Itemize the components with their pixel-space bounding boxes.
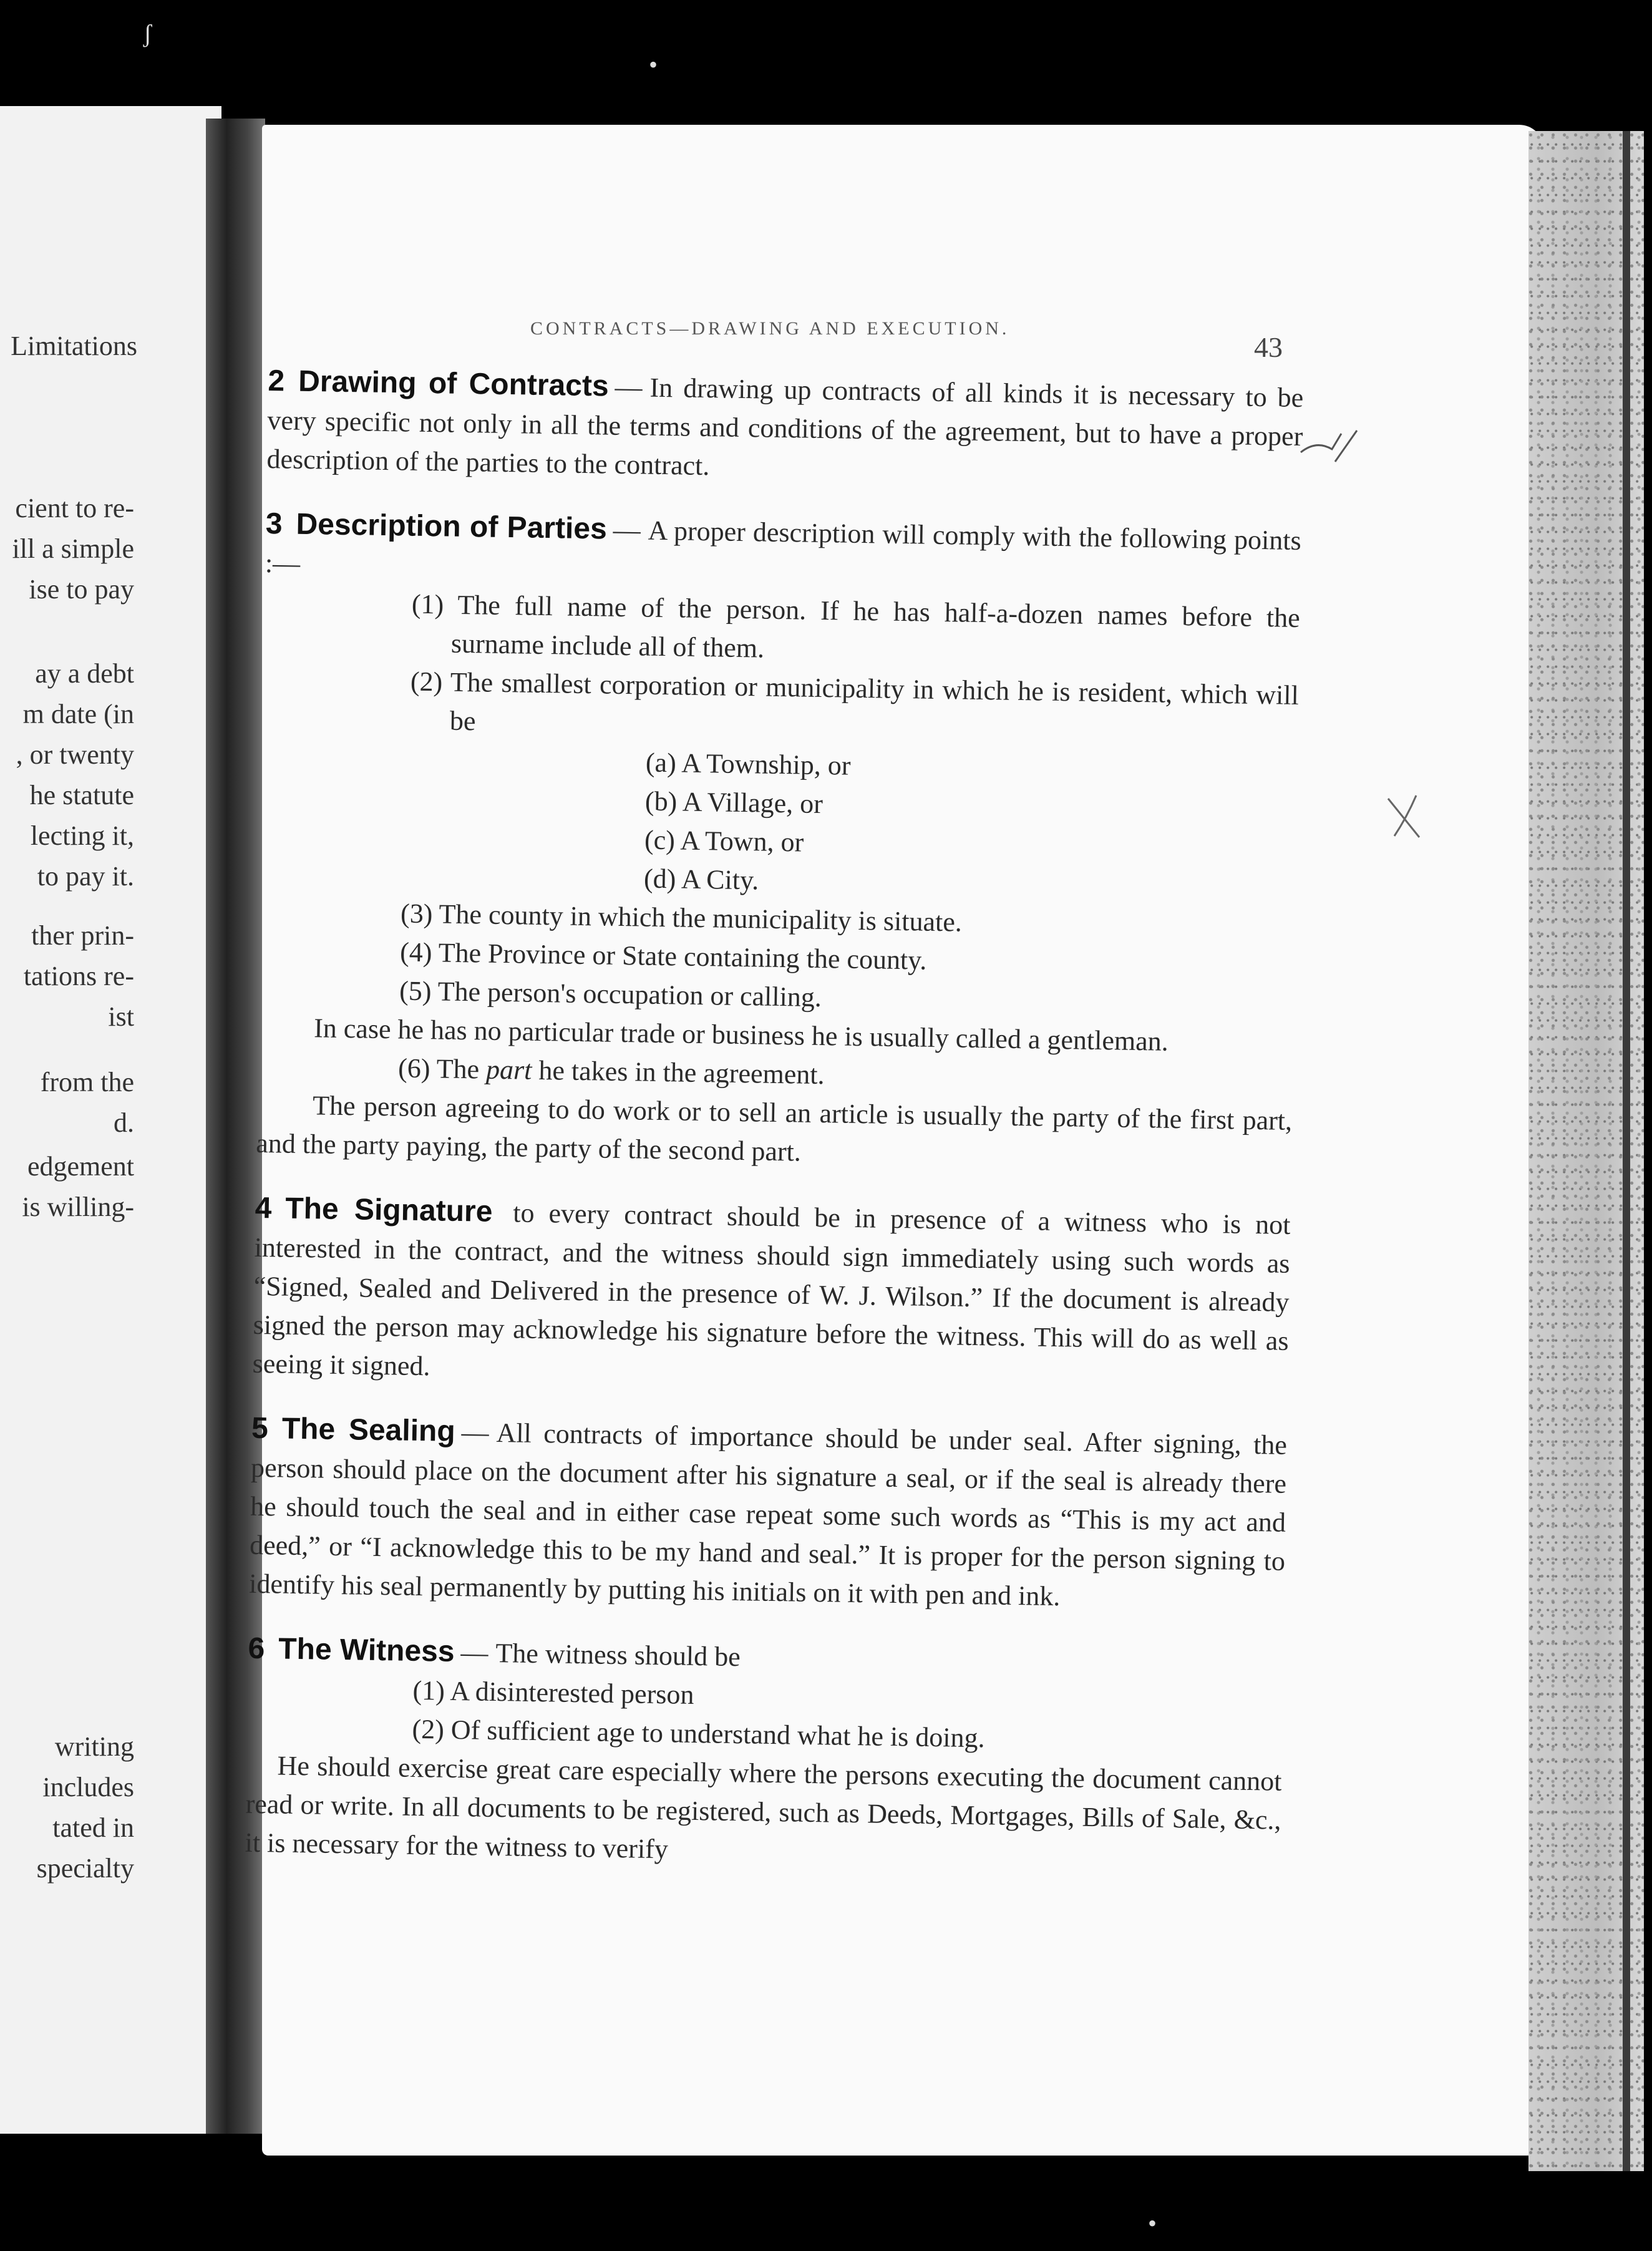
list-item: (2) Of sufficient age to understand what he is doing.	[412, 1713, 985, 1754]
section-heading	[268, 364, 609, 403]
closing-paragraph: He should exercise great care especially where the persons executing the document cannot read or write. In all documents to be registered, such as Deeds, Mortgages, Bills of Sale, &c., it is necessary for the witness to verify	[245, 1750, 1282, 1865]
list-subitem: (b) A Village, or	[644, 785, 824, 820]
section-title: The Signature	[284, 1192, 493, 1228]
left-page-text-fragment: specialty	[36, 1853, 134, 1884]
section-text: The witness should be	[495, 1637, 741, 1673]
dust-speck: •	[1148, 2209, 1157, 2237]
em-dash: —	[613, 514, 641, 546]
left-page-text-fragment: tations re-	[23, 961, 134, 991]
closing-paragraph: The person agreeing to do work or to sell an article is usually the party of the first part, and the party paying, the party of the second part.	[255, 1090, 1293, 1167]
page-edges	[1528, 131, 1644, 2171]
list-item: (5) The person's occupation or calling.	[399, 975, 822, 1013]
left-page-text-fragment: includes	[42, 1772, 134, 1802]
list-item: (1) A disinterested person	[412, 1675, 694, 1710]
item-emphasis: part	[485, 1054, 532, 1086]
section-number: 5	[251, 1411, 269, 1446]
list-item: (1) The full name of the person. If he has half-a-dozen names before the surname include all of them.	[411, 588, 1301, 664]
list-item: (3) The county in which the municipality is situate.	[400, 898, 963, 938]
left-page-text-fragment: , or twenty	[16, 739, 134, 770]
section-drawing-of-contracts	[266, 362, 1304, 495]
left-page-text-fragment: ise to pay	[29, 574, 134, 605]
section-title: The Sealing	[281, 1412, 456, 1448]
list-item: (2) The smallest corporation or municipality in which he is resident, which will be	[410, 666, 1300, 737]
em-dash: —	[461, 1417, 490, 1448]
left-page-text-fragment: to pay it.	[37, 861, 134, 892]
page-number: 43	[1254, 331, 1283, 363]
left-page-text-fragment: m date (in	[22, 699, 134, 729]
section-number: 4	[255, 1191, 272, 1225]
list-subitem: (d) A City.	[643, 863, 759, 896]
section-title: Drawing of Contracts	[298, 364, 610, 403]
left-page-text-fragment: lecting it,	[30, 820, 134, 851]
left-page-text-fragment: writing	[54, 1731, 134, 1762]
section-title: Description of Parties	[296, 507, 608, 546]
item-text: (6) The	[397, 1053, 480, 1085]
left-page-text-fragment: is willing-	[22, 1192, 134, 1222]
left-page-text-fragment: ay a debt	[35, 658, 134, 689]
left-page-text-fragment: ill a simple	[12, 533, 134, 564]
left-page-text-fragment: d.	[114, 1107, 134, 1138]
pencil-x-mark	[1382, 792, 1426, 842]
section-number: 2	[268, 364, 285, 398]
dust-speck: ʃ	[143, 19, 152, 47]
section-the-signature	[252, 1189, 1291, 1399]
list-item: (4) The Province or State containing the county.	[399, 936, 927, 976]
note-paragraph: In case he has no particular trade or business he is usually called a gentleman.	[313, 1013, 1169, 1057]
section-title: The Witness	[278, 1632, 455, 1668]
section-heading	[266, 507, 608, 546]
section-text: A proper description will comply with the following points :—	[265, 515, 1302, 579]
pencil-check-mark	[1298, 427, 1366, 471]
running-head: CONTRACTS—DRAWING AND EXECUTION.	[530, 318, 1010, 339]
left-page-text-fragment: ther prin-	[31, 920, 134, 951]
section-number: 3	[265, 507, 283, 541]
left-page-text-fragment: from the	[40, 1067, 134, 1097]
em-dash: —	[460, 1637, 488, 1668]
section-text: to every contract should be in presence of a witness who is not interested in the contract, and the witness should sign immediately using such words as “Signed, Sealed and Delivered in the presence of W. J. Wilson.” If the document is already signed the person may acknowledge his signature before the witness. This will do as well as seeing it signed.	[252, 1197, 1291, 1382]
section-description-of-parties	[256, 505, 1301, 1179]
list-subitem: (c) A Town, or	[644, 824, 804, 858]
section-text: In drawing up contracts of all kinds it is necessary to be very specific not only in all the terms and conditions of the agreement, but to have a proper description of the parties to the contract.	[266, 372, 1304, 482]
list-subitem: (a) A Township, or	[645, 747, 851, 781]
section-the-sealing	[249, 1409, 1288, 1620]
section-heading	[251, 1412, 455, 1448]
item-text: he takes in the agreement.	[538, 1054, 825, 1091]
dust-speck: •	[649, 51, 658, 79]
left-page-text-fragment: tated in	[52, 1812, 134, 1843]
section-heading	[248, 1632, 455, 1668]
left-page-text-fragment: cient to re-	[15, 493, 134, 523]
section-heading	[255, 1192, 493, 1228]
left-page-text-fragment: ist	[108, 1001, 134, 1032]
points-list	[258, 583, 1301, 1024]
section-text: All contracts of importance should be under seal. After signing, the person should place on the document after his signature a seal, or if the seal is already there he should touch the seal and in either case repeat some such words as “This is my act and deed,” or “I acknowledge this to be my hand and seal.” It is proper for the person signing to identify his seal permanently by putting his initials on it with pen and ink.	[248, 1417, 1288, 1612]
section-the-witness	[245, 1630, 1284, 1879]
section-number: 6	[248, 1631, 265, 1666]
page-edge-stripe	[1623, 131, 1630, 2171]
em-dash: —	[615, 371, 643, 403]
page-content	[245, 362, 1304, 1905]
left-page-text-fragment: edgement	[27, 1151, 134, 1182]
left-page-text-fragment: Limitations	[11, 331, 137, 361]
left-page-text-fragment: he statute	[29, 780, 134, 810]
facing-page-left	[0, 106, 221, 2134]
